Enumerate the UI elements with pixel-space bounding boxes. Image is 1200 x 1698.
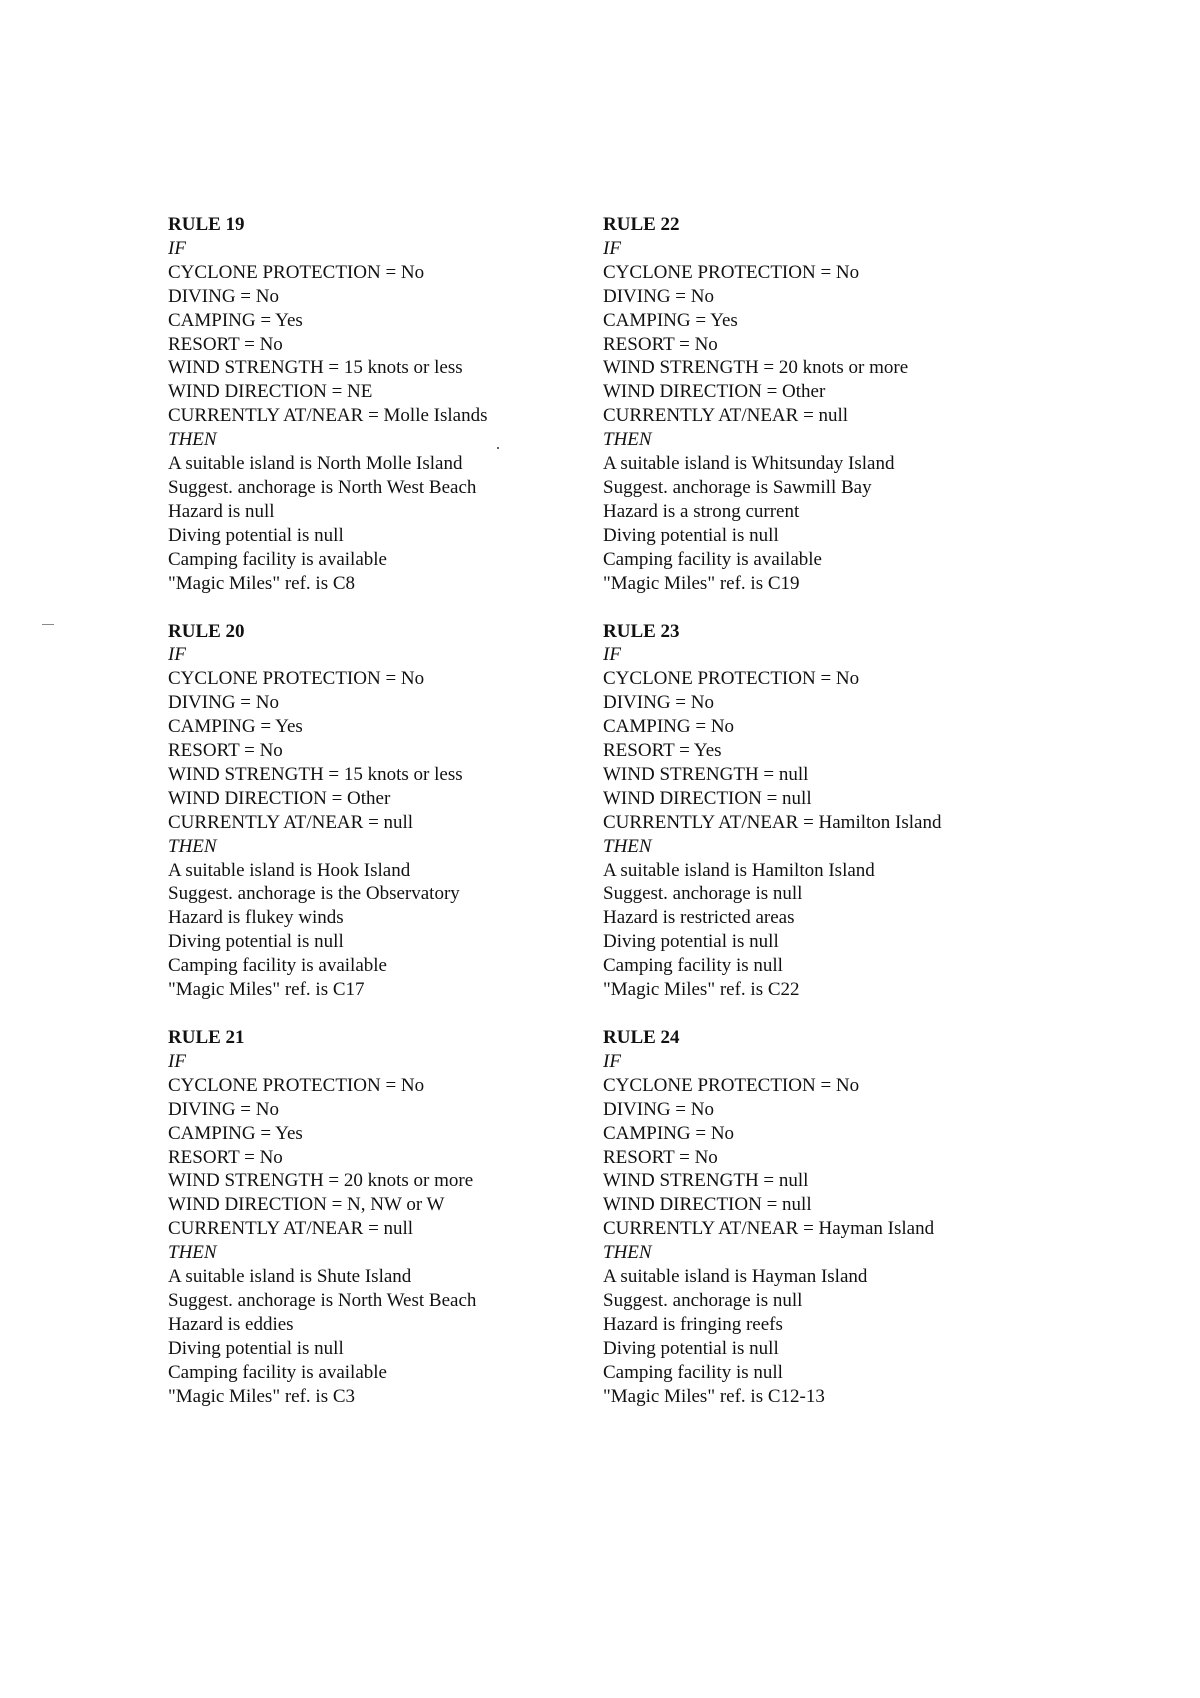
condition-line: WIND DIRECTION = Other [168,787,391,809]
condition-line: WIND STRENGTH = null [603,763,809,785]
condition-line: CURRENTLY AT/NEAR = null [168,1218,414,1240]
condition-line: WIND STRENGTH = 15 knots or less [168,763,463,785]
condition-line: CAMPING = Yes [168,716,303,738]
condition-line: WIND DIRECTION = null [603,1194,812,1216]
condition-line: DIVING = No [603,692,714,714]
condition-line: WIND DIRECTION = null [603,787,812,809]
condition-line: WIND DIRECTION = NE [168,381,373,403]
if-label: IF [168,1050,186,1072]
result-line: Hazard is eddies [168,1313,294,1335]
result-line: Camping facility is available [168,955,387,977]
condition-line: CAMPING = Yes [168,309,303,331]
result-line: "Magic Miles" ref. is C8 [168,572,356,594]
result-line: Suggest. anchorage is the Observatory [168,883,460,905]
condition-line: DIVING = No [168,285,279,307]
result-line: Suggest. anchorage is North West Beach [168,1289,477,1311]
condition-line: CURRENTLY AT/NEAR = null [603,405,849,427]
condition-line: RESORT = Yes [603,740,722,762]
condition-line: CURRENTLY AT/NEAR = Hayman Island [603,1218,935,1240]
condition-line: CAMPING = No [603,1122,735,1144]
condition-line: CURRENTLY AT/NEAR = Hamilton Island [603,811,942,833]
if-label: IF [168,237,186,259]
then-label: THEN [168,429,217,451]
condition-line: CYCLONE PROTECTION = No [168,668,425,690]
result-line: Hazard is a strong current [603,500,800,522]
condition-line: RESORT = No [603,333,718,355]
result-line: Diving potential is null [168,931,344,953]
left-column [168,213,608,1433]
rule-title: RULE 19 [168,214,245,235]
condition-line: RESORT = No [168,333,283,355]
result-line: Diving potential is null [603,524,779,546]
if-label: IF [603,237,621,259]
result-line: A suitable island is Whitsunday Island [603,453,895,475]
result-line: A suitable island is North Molle Island [168,453,463,475]
condition-line: DIVING = No [603,285,714,307]
rule-20 [168,620,608,1003]
result-line: A suitable island is Hook Island [168,859,411,881]
rule-23 [603,620,1043,1003]
result-line: Hazard is flukey winds [168,907,344,929]
condition-line: WIND DIRECTION = N, NW or W [168,1194,445,1216]
result-line: Hazard is restricted areas [603,907,795,929]
if-label: IF [603,644,621,666]
rule-22 [603,213,1043,596]
if-label: IF [168,644,186,666]
rule-title: RULE 23 [603,620,680,642]
result-line: Diving potential is null [603,1337,779,1359]
then-label: THEN [603,1242,652,1264]
result-line: Diving potential is null [603,931,779,953]
rule-title: RULE 21 [168,1027,245,1048]
result-line: Diving potential is null [168,1337,344,1359]
result-line: Suggest. anchorage is null [603,1289,803,1311]
condition-line: CAMPING = Yes [603,309,738,331]
condition-line: CURRENTLY AT/NEAR = Molle Islands [168,405,488,427]
rule-19 [168,213,608,596]
condition-line: CAMPING = Yes [168,1122,303,1144]
result-line: Camping facility is null [603,1361,783,1383]
condition-line: CURRENTLY AT/NEAR = null [168,811,414,833]
result-line: Camping facility is available [603,548,822,570]
result-line: "Magic Miles" ref. is C19 [603,572,800,594]
condition-line: DIVING = No [168,692,279,714]
result-line: "Magic Miles" ref. is C12-13 [603,1385,825,1407]
result-line: Suggest. anchorage is North West Beach [168,476,477,498]
margin-dash [42,624,54,625]
rule-title: RULE 22 [603,214,680,235]
condition-line: RESORT = No [168,1146,283,1168]
result-line: A suitable island is Hayman Island [603,1266,868,1288]
condition-line: RESORT = No [603,1146,718,1168]
condition-line: CYCLONE PROTECTION = No [603,668,860,690]
condition-line: WIND STRENGTH = 20 knots or more [168,1170,474,1192]
rule-24 [603,1026,1043,1409]
result-line: "Magic Miles" ref. is C22 [603,979,800,1001]
condition-line: WIND STRENGTH = 15 knots or less [168,357,463,379]
condition-line: CYCLONE PROTECTION = No [168,1074,425,1096]
rule-21 [168,1026,608,1409]
result-line: Diving potential is null [168,524,344,546]
condition-line: DIVING = No [603,1098,714,1120]
result-line: Camping facility is available [168,548,387,570]
condition-line: DIVING = No [168,1098,279,1120]
condition-line: CYCLONE PROTECTION = No [603,261,860,283]
then-label: THEN [603,429,652,451]
condition-line: CYCLONE PROTECTION = No [168,261,425,283]
result-line: Suggest. anchorage is null [603,883,803,905]
rule-title: RULE 20 [168,620,245,642]
result-line: "Magic Miles" ref. is C17 [168,979,365,1001]
result-line: Hazard is null [168,500,275,522]
then-label: THEN [168,1242,217,1264]
condition-line: RESORT = No [168,740,283,762]
condition-line: CYCLONE PROTECTION = No [603,1074,860,1096]
then-label: THEN [168,835,217,857]
result-line: Suggest. anchorage is Sawmill Bay [603,476,872,498]
condition-line: WIND STRENGTH = 20 knots or more [603,357,909,379]
condition-line: WIND DIRECTION = Other [603,381,826,403]
result-line: Hazard is fringing reefs [603,1313,783,1335]
condition-line: CAMPING = No [603,716,735,738]
then-label: THEN [603,835,652,857]
right-column [603,213,1043,1433]
if-label: IF [603,1050,621,1072]
condition-line: WIND STRENGTH = null [603,1170,809,1192]
result-line: "Magic Miles" ref. is C3 [168,1385,356,1407]
result-line: A suitable island is Hamilton Island [603,859,875,881]
rule-title: RULE 24 [603,1027,680,1048]
result-line: A suitable island is Shute Island [168,1266,412,1288]
result-line: Camping facility is null [603,955,783,977]
result-line: Camping facility is available [168,1361,387,1383]
